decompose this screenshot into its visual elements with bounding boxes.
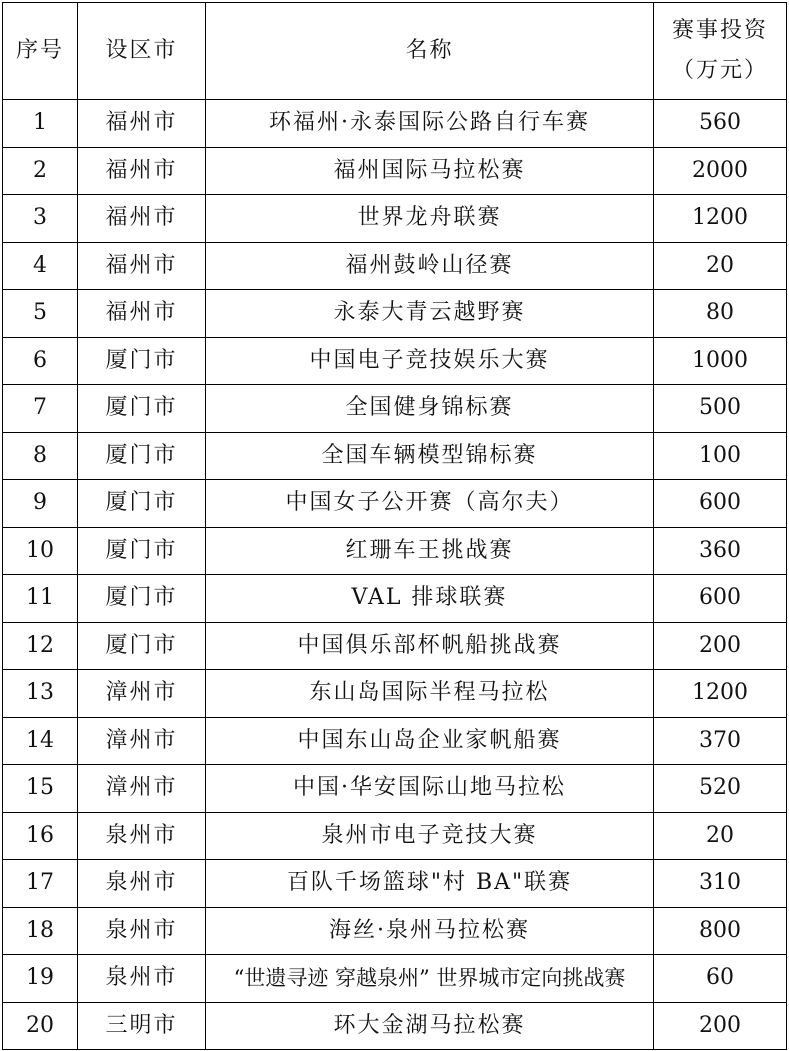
row-investment-cell: 520 [654, 765, 787, 813]
row-index-cell: 18 [3, 907, 78, 955]
table-row [3, 717, 787, 765]
row-city-cell: 福州市 [78, 290, 206, 338]
row-investment-cell: 1000 [654, 337, 787, 385]
table-row [3, 100, 787, 148]
row-city-cell: 泉州市 [78, 812, 206, 860]
header-index: 序号 [3, 3, 78, 100]
row-index-cell: 13 [3, 670, 78, 718]
row-city-cell: 厦门市 [78, 575, 206, 623]
row-investment-cell: 100 [654, 432, 787, 480]
table-row [3, 242, 787, 290]
row-index-cell: 10 [3, 527, 78, 575]
row-investment-cell: 20 [654, 812, 787, 860]
row-investment-cell: 1200 [654, 670, 787, 718]
row-name-cell: 红珊车王挑战赛 [206, 527, 654, 575]
table-row [3, 575, 787, 623]
table-row [3, 290, 787, 338]
row-name-cell: 百队千场篮球"村 BA"联赛 [206, 860, 654, 908]
table-row [3, 765, 787, 813]
table-body [3, 100, 787, 1050]
row-index-cell: 8 [3, 432, 78, 480]
row-name-cell: 海丝·泉州马拉松赛 [206, 907, 654, 955]
row-name-cell: 福州鼓岭山径赛 [206, 242, 654, 290]
row-investment-cell: 2000 [654, 147, 787, 195]
table-row [3, 907, 787, 955]
header-investment-line1: 赛事投资 [671, 18, 768, 43]
row-name-cell: 全国健身锦标赛 [206, 385, 654, 433]
row-index-cell: 12 [3, 622, 78, 670]
table-row [3, 860, 787, 908]
events-table [2, 2, 787, 1050]
row-investment-cell: 60 [654, 955, 787, 1003]
row-investment-cell: 560 [654, 100, 787, 148]
row-investment-cell: 360 [654, 527, 787, 575]
row-index-cell: 17 [3, 860, 78, 908]
row-index-cell: 1 [3, 100, 78, 148]
row-index-cell: 3 [3, 195, 78, 243]
table-row [3, 195, 787, 243]
table-row [3, 670, 787, 718]
row-index-cell: 20 [3, 1002, 78, 1050]
row-index-cell: 6 [3, 337, 78, 385]
row-name-cell: 中国俱乐部杯帆船挑战赛 [206, 622, 654, 670]
row-investment-cell: 80 [654, 290, 787, 338]
row-city-cell: 漳州市 [78, 717, 206, 765]
table-row [3, 1002, 787, 1050]
table-row [3, 337, 787, 385]
row-name-cell: 泉州市电子竞技大赛 [206, 812, 654, 860]
row-investment-cell: 1200 [654, 195, 787, 243]
table-row [3, 622, 787, 670]
table-row [3, 432, 787, 480]
row-index-cell: 4 [3, 242, 78, 290]
row-name-cell: 中国女子公开赛（高尔夫） [206, 480, 654, 528]
row-city-cell: 厦门市 [78, 480, 206, 528]
row-index-cell: 15 [3, 765, 78, 813]
table-row [3, 527, 787, 575]
row-investment-cell: 600 [654, 575, 787, 623]
row-index-cell: 16 [3, 812, 78, 860]
header-investment-line2: （万元） [671, 58, 768, 83]
row-city-cell: 福州市 [78, 195, 206, 243]
row-investment-cell: 500 [654, 385, 787, 433]
table-row [3, 955, 787, 1003]
row-city-cell: 厦门市 [78, 337, 206, 385]
row-index-cell: 19 [3, 955, 78, 1003]
row-index-cell: 14 [3, 717, 78, 765]
row-name-cell: 福州国际马拉松赛 [206, 147, 654, 195]
row-investment-cell: 200 [654, 1002, 787, 1050]
row-city-cell: 厦门市 [78, 385, 206, 433]
header-city: 设区市 [78, 3, 206, 100]
row-city-cell: 泉州市 [78, 860, 206, 908]
row-index-cell: 5 [3, 290, 78, 338]
row-name-cell: 中国东山岛企业家帆船赛 [206, 717, 654, 765]
row-index-cell: 2 [3, 147, 78, 195]
table-row [3, 147, 787, 195]
row-city-cell: 厦门市 [78, 432, 206, 480]
row-city-cell: 泉州市 [78, 955, 206, 1003]
row-investment-cell: 370 [654, 717, 787, 765]
row-city-cell: 厦门市 [78, 527, 206, 575]
row-name-cell: VAL 排球联赛 [206, 575, 654, 623]
row-name-cell: 环福州·永泰国际公路自行车赛 [206, 100, 654, 148]
row-index-cell: 7 [3, 385, 78, 433]
table-row [3, 812, 787, 860]
header-investment [654, 3, 787, 100]
row-name-cell: 全国车辆模型锦标赛 [206, 432, 654, 480]
row-city-cell: 漳州市 [78, 765, 206, 813]
header-name: 名称 [206, 3, 654, 100]
row-name-cell: “世遗寻迹 穿越泉州” 世界城市定向挑战赛 [206, 955, 654, 1003]
table-row [3, 385, 787, 433]
row-investment-cell: 20 [654, 242, 787, 290]
row-city-cell: 泉州市 [78, 907, 206, 955]
table-header-row [3, 3, 787, 100]
row-city-cell: 福州市 [78, 147, 206, 195]
row-investment-cell: 310 [654, 860, 787, 908]
row-index-cell: 9 [3, 480, 78, 528]
row-name-cell: 东山岛国际半程马拉松 [206, 670, 654, 718]
row-name-cell: 中国·华安国际山地马拉松 [206, 765, 654, 813]
row-city-cell: 三明市 [78, 1002, 206, 1050]
row-name-cell: 永泰大青云越野赛 [206, 290, 654, 338]
row-investment-cell: 600 [654, 480, 787, 528]
row-name-cell: 环大金湖马拉松赛 [206, 1002, 654, 1050]
row-investment-cell: 200 [654, 622, 787, 670]
row-city-cell: 厦门市 [78, 622, 206, 670]
row-city-cell: 漳州市 [78, 670, 206, 718]
row-name-cell: 中国电子竞技娱乐大赛 [206, 337, 654, 385]
row-city-cell: 福州市 [78, 100, 206, 148]
table-row [3, 480, 787, 528]
row-name-cell: 世界龙舟联赛 [206, 195, 654, 243]
row-city-cell: 福州市 [78, 242, 206, 290]
row-index-cell: 11 [3, 575, 78, 623]
row-investment-cell: 800 [654, 907, 787, 955]
